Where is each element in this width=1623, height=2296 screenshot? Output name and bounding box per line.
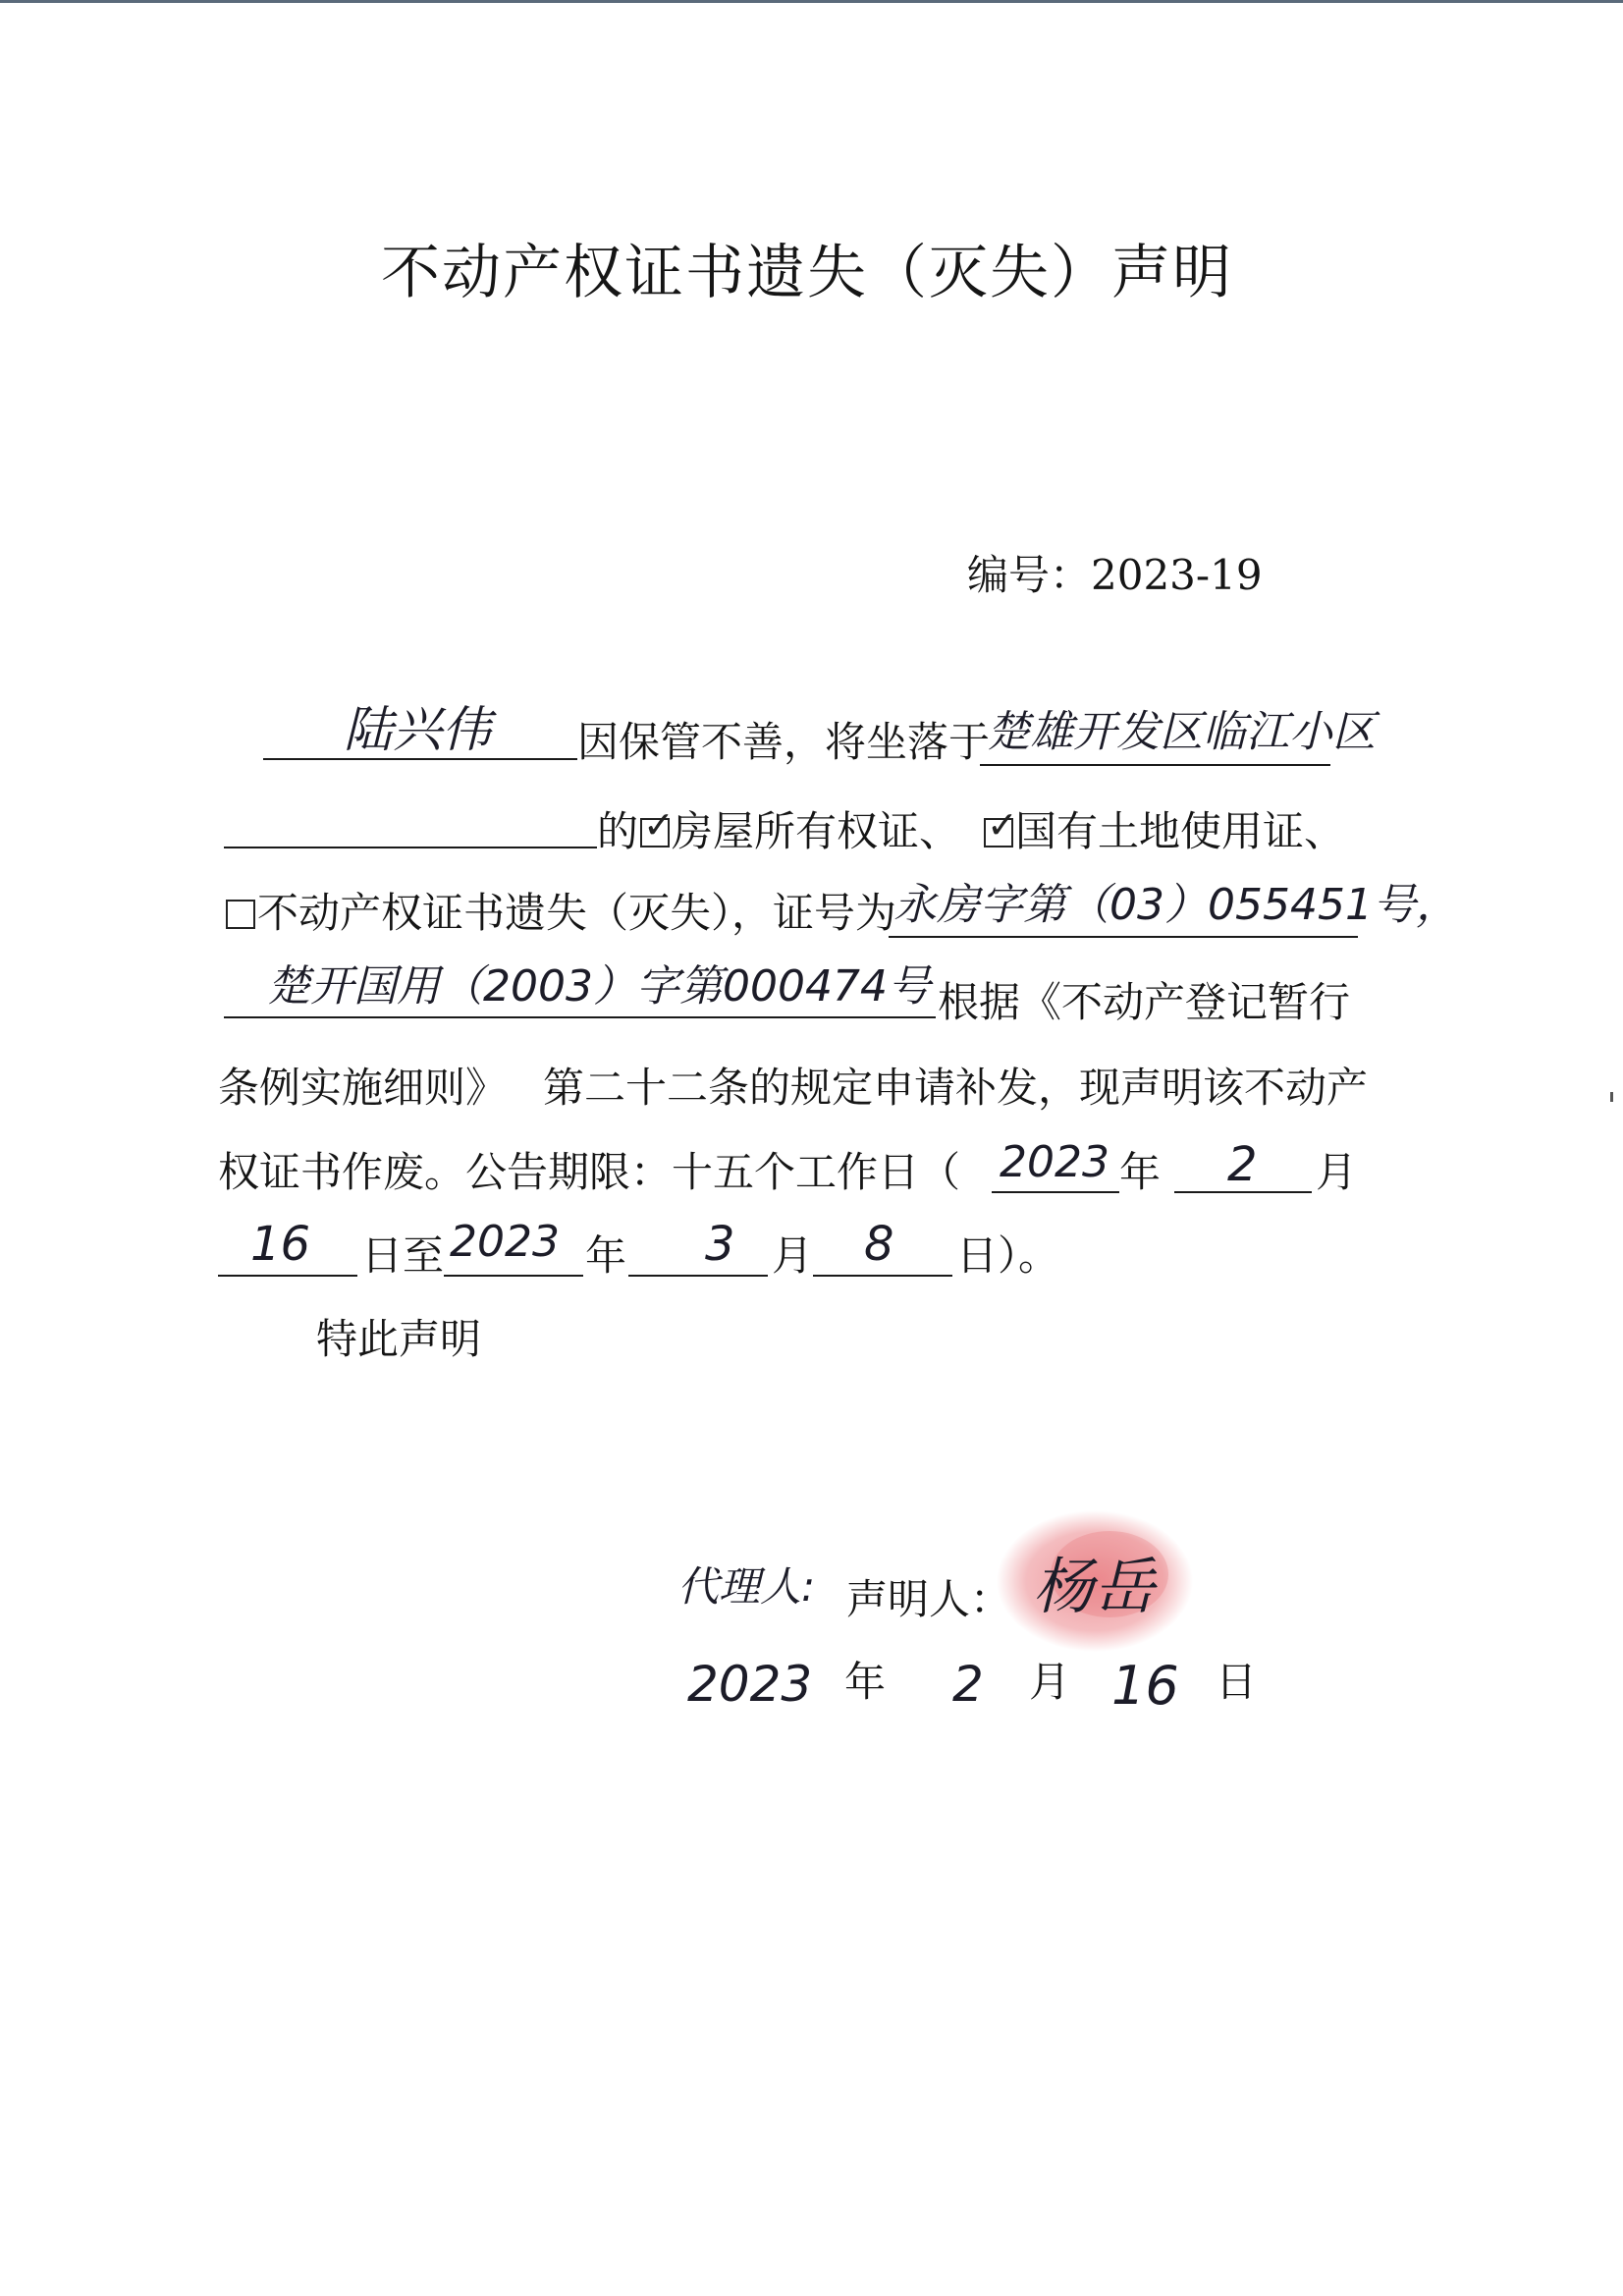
basis-text-1: 根据《不动产登记暂行 <box>938 978 1351 1026</box>
sign-day-label: 日 <box>1216 1658 1258 1706</box>
from-month-handwritten: 2 <box>1227 1137 1258 1192</box>
basis-text-4: 权证书作废。公告期限：十五个工作日（ <box>218 1148 961 1196</box>
from-year-underline <box>992 1191 1119 1193</box>
basis-text-3: 第二十二条的规定申请补发，现声明该不动产 <box>543 1064 1369 1112</box>
sign-month-label: 月 <box>1029 1658 1071 1706</box>
house-cert-label: 房屋所有权证、 <box>672 807 961 855</box>
name-underline <box>263 758 577 760</box>
number-value: 2023-19 <box>1091 551 1263 599</box>
cert-type-line <box>597 807 1346 855</box>
from-year-label: 年 <box>1119 1148 1162 1196</box>
from-day-underline <box>218 1275 357 1277</box>
cert-number-underline <box>889 936 1358 938</box>
cert-number-2-handwritten: 楚开国用（2003）字第000474号 <box>267 961 931 1011</box>
checkbox-land-certificate[interactable] <box>984 818 1013 847</box>
checkbox-realty-certificate[interactable] <box>226 900 255 929</box>
location-underline <box>980 764 1330 766</box>
from-year-handwritten: 2023 <box>1000 1137 1109 1187</box>
location-handwritten: 楚雄开发区临江小区 <box>987 707 1376 757</box>
of-text: 的 <box>597 807 639 855</box>
sign-day-handwritten: 16 <box>1111 1655 1179 1717</box>
to-day-underline <box>813 1275 952 1277</box>
to-month-underline <box>628 1275 768 1277</box>
to-year-handwritten: 2023 <box>450 1217 560 1267</box>
location-underline-2 <box>224 847 597 848</box>
to-year-label: 年 <box>585 1231 627 1280</box>
closing-text: 特此声明 <box>316 1315 482 1363</box>
scan-speck <box>1610 1092 1613 1102</box>
sign-year-label: 年 <box>844 1658 887 1706</box>
cert-number-1-handwritten: 永房字第（03）055451号， <box>893 880 1459 930</box>
declarant-label: 声明人： <box>846 1575 1012 1623</box>
signature-name-handwritten: 杨岳 <box>1033 1551 1156 1622</box>
to-month-handwritten: 3 <box>705 1217 735 1272</box>
to-day-label: 日）。 <box>956 1231 1060 1280</box>
from-day-label: 日至 <box>361 1231 445 1280</box>
reason-text: 因保管不善，将坐落于 <box>577 718 991 766</box>
land-cert-label: 国有土地使用证、 <box>1015 807 1346 855</box>
scan-top-edge <box>0 0 1623 3</box>
declarant-name-handwritten: 陆兴伟 <box>344 701 491 758</box>
number-label: 编号： <box>967 551 1092 599</box>
from-month-label: 月 <box>1316 1148 1358 1196</box>
basis-text-2: 条例实施细则》 <box>218 1064 508 1112</box>
from-day-handwritten: 16 <box>250 1217 311 1272</box>
checkbox-house-certificate[interactable] <box>640 818 670 847</box>
agent-label-handwritten: 代理人: <box>677 1562 816 1611</box>
sign-year-handwritten: 2023 <box>687 1656 813 1713</box>
to-year-underline <box>444 1275 583 1277</box>
sign-month-handwritten: 2 <box>952 1656 984 1713</box>
document-number <box>967 551 1263 599</box>
to-month-label: 月 <box>772 1231 814 1280</box>
realty-cert-label: 不动产权证书遗失（灭失），证号为 <box>257 889 897 937</box>
realty-cert-line <box>224 889 897 937</box>
cert-number-underline-2 <box>224 1016 936 1018</box>
document-title: 不动产权证书遗失（灭失）声明 <box>381 239 1233 307</box>
to-day-handwritten: 8 <box>864 1217 894 1272</box>
